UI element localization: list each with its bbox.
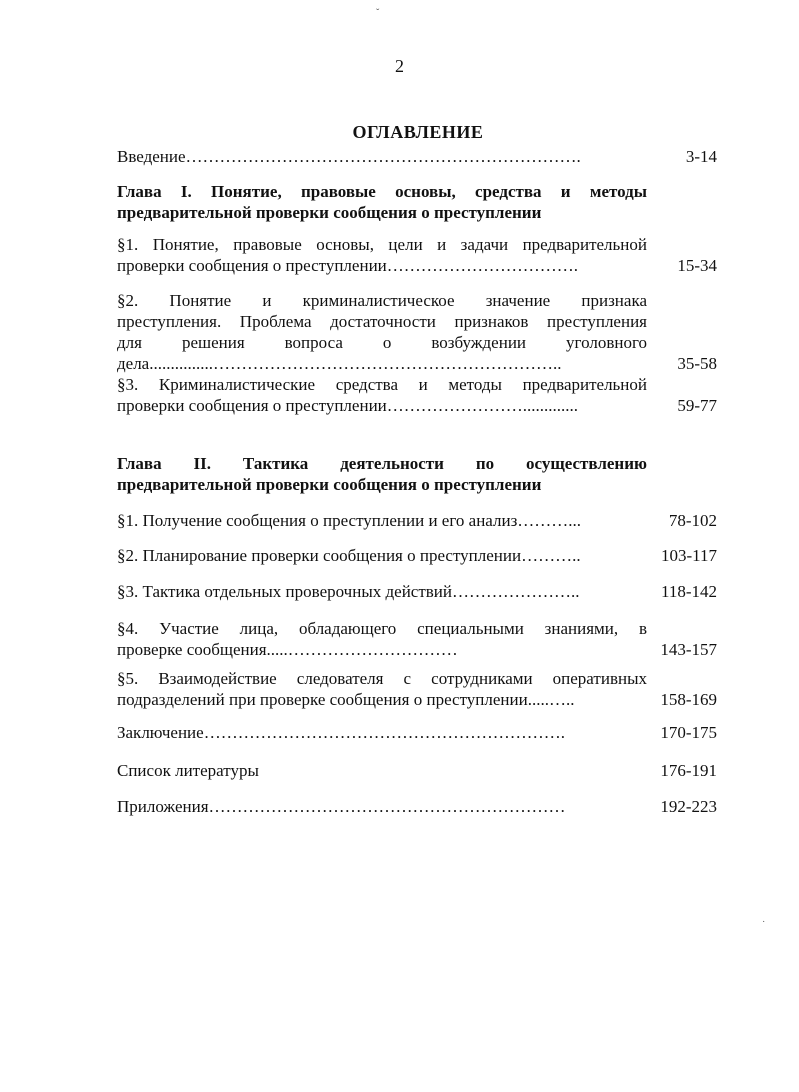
toc-entry-text: Список литературы [117, 761, 259, 780]
scan-speck: ˇ [376, 8, 380, 19]
toc-entry-ch2-s1[interactable] [117, 510, 717, 531]
toc-entry-pages: 3-14 [685, 147, 717, 166]
toc-entry-pages: 59-77 [677, 396, 717, 415]
toc-entry-pages: 103-117 [660, 546, 717, 565]
toc-entry-text: §1. Получение сообщения о преступлении и его анализ………... [117, 511, 582, 530]
page-number: 2 [395, 56, 404, 76]
toc-entry-ch2-s3[interactable] [117, 581, 717, 602]
toc-entry-text: §2. Понятие и криминалистическое значение признака преступления. Проблема достаточности признаков преступления для решения вопроса о возбуждении уголовного дела...............…………………………………………………….. [117, 291, 647, 373]
toc-entry-pages: 35-58 [677, 354, 717, 373]
toc-entry-text: §1. Понятие, правовые основы, цели и задачи предварительной проверки сообщения о преступлении……………………………. [117, 235, 647, 275]
chapter-1-heading [117, 181, 647, 223]
toc-entry-pages: 170-175 [660, 723, 717, 742]
toc-entry-text: §4. Участие лица, обладающего специальными знаниями, в проверке сообщения.....………………………… [117, 619, 647, 659]
toc-entry-references[interactable] [117, 760, 717, 781]
toc-entry-pages: 118-142 [660, 582, 717, 601]
chapter-1-line-2: предварительной проверки сообщения о преступлении [117, 203, 542, 222]
chapter-2-line-1: Глава II. Тактика деятельности по осуществлению [117, 454, 647, 473]
toc-entry-pages: 15-34 [677, 256, 717, 275]
toc-entry-pages: 143-157 [660, 640, 717, 659]
toc-entry-intro[interactable] [117, 146, 717, 167]
chapter-2-line-2: предварительной проверки сообщения о преступлении [117, 475, 542, 494]
toc-entry-ch1-s3[interactable] [117, 374, 717, 416]
toc-entry-text: Введение……………………………………………………………. [117, 147, 581, 166]
toc-entry-pages: 192-223 [660, 797, 717, 816]
toc-entry-text: §5. Взаимодействие следователя с сотрудниками оперативных подразделений при проверке сообщения о преступлении.....….. [117, 669, 647, 709]
toc-entry-pages: 176-191 [660, 761, 717, 780]
toc-entry-appendices[interactable] [117, 796, 717, 817]
toc-entry-text: §2. Планирование проверки сообщения о преступлении……….. [117, 546, 581, 565]
toc-entry-pages: 158-169 [660, 690, 717, 709]
toc-entry-text: Приложения……………………………………………………… [117, 797, 566, 816]
toc-entry-ch2-s2[interactable] [117, 545, 717, 566]
toc-entry-text: Заключение………………………………………………………. [117, 723, 565, 742]
scan-speck: ˙ [762, 920, 766, 931]
toc-entry-ch1-s1[interactable] [117, 234, 717, 276]
page-title: ОГЛАВЛЕНИЕ [352, 122, 484, 142]
toc-entry-text: §3. Тактика отдельных проверочных действий………………….. [117, 582, 580, 601]
chapter-2-heading [117, 453, 647, 495]
toc-entry-ch2-s5[interactable] [117, 668, 717, 710]
chapter-1-line-1: Глава I. Понятие, правовые основы, средства и методы [117, 182, 647, 201]
toc-entry-pages: 78-102 [668, 511, 717, 530]
toc-entry-ch2-s4[interactable] [117, 618, 717, 660]
toc-entry-ch1-s2[interactable] [117, 290, 717, 374]
toc-entry-text: §3. Криминалистические средства и методы предварительной проверки сообщения о преступлении……………………............. [117, 375, 647, 415]
toc-entry-conclusion[interactable] [117, 722, 717, 743]
